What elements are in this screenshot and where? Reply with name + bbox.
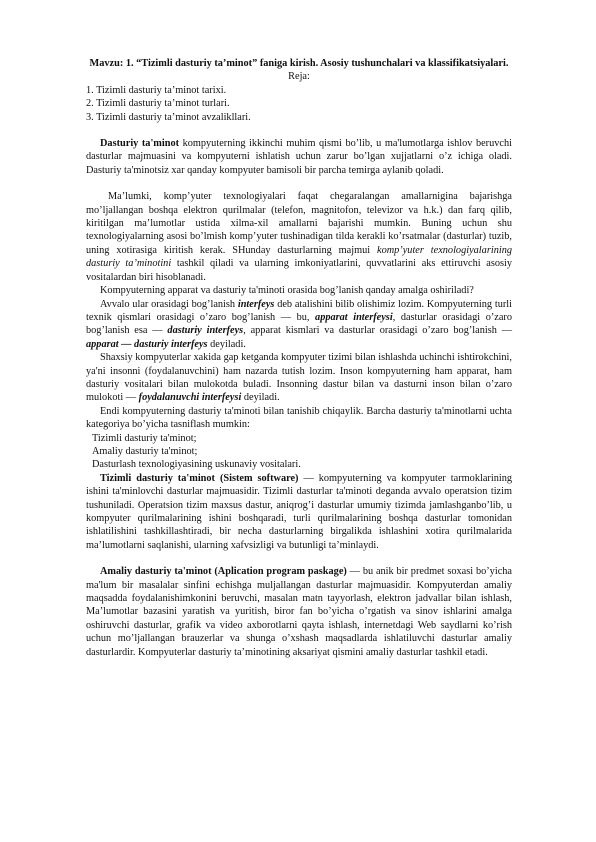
term-hardware-software-interface: apparat — dasturiy interfeys [86,338,208,350]
paragraph-question: Kompyuterning apparat va dasturiy ta'minoti orasida bog’lanish qanday amalga oshiriladi? [100,285,474,297]
term-user-interface: foydalanuvchi interfeysi [138,392,242,404]
paragraph-text: deyiladi. [241,392,280,404]
paragraph-text: tashkil qiladi va ularning imkoniyatlarini, quvvatlarini aks ettiruvchi asosiy vositalardan biri hisoblanadi. [86,258,512,283]
paragraph-text: Ma’lumki, komp’yuter texnologiyalari faqat chegaralangan amallarnigina bajarishga mo’ljallangan boshqa elektron qurilmalar (telefon, magnitofon, televizor va h.k.) dan farq qilib, kiritilgan ma’lumotlar ustida xilma-xil amallarni bajarishi mumkin. Buning uchun shu texnologiyalarning asosi bo’lmish komp’yuter tushinadigan tilda kerakli ko’rsatmalar (dasturlar) tuzib, uning xotirasiga kiritish kerak. SHunday dasturlarning majmui [86,191,512,256]
paragraph-text: kompyuterning ikkinchi muhim qismi bo’lib, u ma'lumotlarga ishlov beruvchi dasturlar majmuasini va kompyuterni ishlatish uchun zarur bo’lgan xujjatlarni o’z ichiga oladi. Dasturiy ta'minotsiz xar qanday kompyuter bamisoli bir parcha temirga aylanib qoladi. [86,138,512,176]
lecture-title: Mavzu: 1. “Tizimli dasturiy ta’minot” faniga kirish. Asosiy tushunchalari va klassifikatsiyalari. [89,58,509,69]
term-software-support: komp’yuter texnologiyalarining dasturiy ta’minotini [86,244,512,270]
paragraph-text: , dasturlar orasidagi o’zaro bog’lanish esa — [86,311,512,337]
paragraph-text: — kompyuterning va kompyuter tarmoklarining ishini ta'minlovchi dasturlar majmuasidir. Tizimli dasturlar ta'minoti deganda avvalo operatsion tizim tushuniladi. Operatsion tizim maxsus dastur, aniqrog’i dasturlar umumiy tizimda jamlashganbo’lib, u kompyuter qurilmalarining ishini boshqaradi, turli qurilmalarining boshqa dasturlar tomonidan ishlatilishini tashkillashtiradi, bir necha dasturlarning birgalikda ishlashini xotira qurilmalarida ma’lumotlarni saqlanishi, ularning xafvsizligi va butunligi ta’minlaydi. [86,472,513,551]
document-body [86,57,512,659]
spacer [86,124,512,137]
paragraph-text: — bu anik bir predmet soxasi bo’yicha ma'lum bir masalalar sinfini echishga muljallangan dasturlar majmuasidir. Kompyuterdan amaliy maqsadda foydalanishimkonini beruvchi, masalan matn tayyorlash, elektron jadvallar bilan ishlash, Ma’lumotlar bazasini yaratish va yuritish, biror fan bo’yicha o’rgatish va sinov ishlarini amalga oshiruvchi dasturlar, grafik va video axborotlarni qayta ishlash, internetdagi Web saydlarni ko’rish uchun mo’ljallangan brauzerlar va shunga o’xshash maqsadlarda ishlatiluvchi dasturlar amaliy dasturlardir. Kompyuterlar dasturiy ta’minotining aksariyat qismini amaliy dasturlar tashkil etadi. [86,566,512,658]
plan-item: 2. Tizimli dasturiy ta’minot turlari. [86,98,230,110]
spacer [86,177,512,190]
paragraph-user-interface [86,351,512,405]
term-interface: interfeys [237,298,275,310]
term-system-software: Tizimli dasturiy ta'minot (Sistem software) [100,472,299,484]
paragraph-categories-intro: Endi kompyuterning dasturiy ta'minoti bilan tanishib chiqaylik. Barcha dasturiy ta'minotlarni uchta kategoriya bo’yicha tasniflash mumkin: [86,405,512,431]
plan-item: 1. Tizimli dasturiy ta’minot tarixi. [86,84,227,96]
term-hardware-interface: apparat interfeysi [315,311,393,323]
paragraph-interfaces [86,298,512,352]
category-item: Amaliy dasturiy ta'minot; [92,445,198,457]
paragraph-software-definition [86,137,512,177]
paragraph-text: Shaxsiy kompyuterlar xakida gap ketganda kompyuter tizimi bilan ishlashda uchinchi ishtirokchini, ya'ni insonni (foydalanuvchini) ham nazarda tutish lozim. Inson kompyuterning ham apparat, ham dasturiy vositalari bilan mulokotda buladi. Insonning dastur bilan va dasturni inson bilan o’zaro mulokoti — [86,352,512,404]
plan-list [86,84,512,124]
paragraph-application-software [86,565,512,659]
term-application-software: Amaliy dasturiy ta'minot (Aplication program paskage) [100,566,347,578]
category-item: Tizimli dasturiy ta'minot; [92,432,197,444]
category-list [86,432,512,472]
paragraph-computer-technologies [86,190,512,284]
paragraph-text: , apparat kismlari va dasturlar orasidagi o’zaro bog’lanish — [243,325,512,337]
plan-heading: Reja: [288,71,310,83]
paragraph-text: deyiladi. [207,338,246,350]
plan-item: 3. Tizimli dasturiy ta’minot avzalikllari. [86,111,251,123]
spacer [86,552,512,565]
paragraph-text: deb atalishini bilib olishimiz lozim. Kompyuterning turli texnik qismlari orasidagi o’zaro bog’lanish — bu, [86,298,512,323]
term-software: Dasturiy ta'minot [100,138,180,150]
paragraph-text: Avvalo ular orasidagi bog’lanish [100,298,238,310]
term-software-interface: dasturiy interfeys [167,325,244,337]
paragraph-system-software [86,472,512,552]
category-item: Dasturlash texnologiyasining uskunaviy vositalari. [92,459,301,471]
